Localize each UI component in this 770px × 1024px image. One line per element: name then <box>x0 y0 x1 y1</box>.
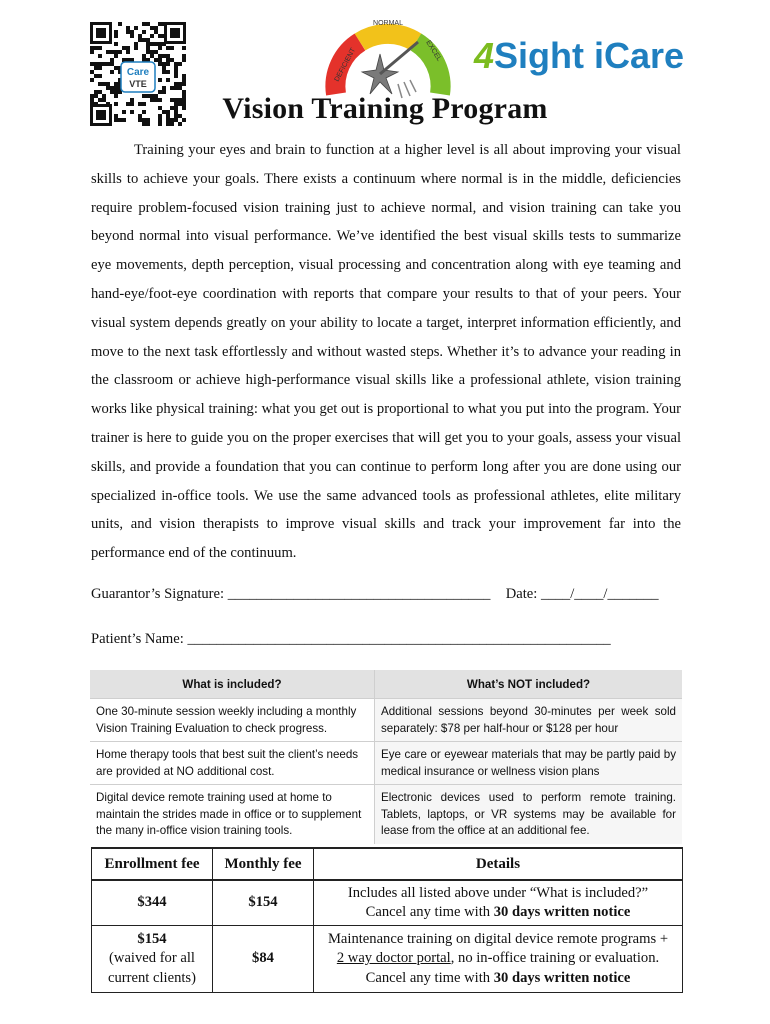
included-cell: Digital device remote training used at home to maintain the strides made in office or to supplement the many in-office vision training tools. <box>90 785 375 844</box>
intro-paragraph: Training your eyes and brain to function at a higher level is all about improving your visual skills to achieve your goals. There exists a continuum where normal is in the middle, deficiencies require problem-focused vision training just to achieve normal, and vision training can take you beyond normal into visual performance. We’ve identified the best visual skills tests to summarize eye movements, depth perception, visual processing and concentration along with eye teaming and hand-eye/foot-eye coordination with reports that compare your results to that of your peers. Your visual system depends greatly on your ability to locate a target, interpret information efficiently, and move to the next task effortlessly and without wasted steps. Whether it’s to advance your reading in the classroom or achieve high-performance visual skills like a professional athlete, vision training works like physical training: what you get out is proportional to what you put into the program. Your trainer is here to guide you on the proper exercises that will get you to your goals, assess your visual skills, and provide a foundation that you can continue to perform long after you are done using our specialized in-office tools. We use the same advanced tools as professional athletes, elite military units, and vision therapists to improve visual skills and track your improvement far into the performance end of the continuum. <box>91 142 681 562</box>
table-row <box>90 742 682 785</box>
doctor-portal-link[interactable]: 2 way doctor portal <box>336 950 451 967</box>
not-included-cell: Electronic devices used to perform remote training. Tablets, laptops, or VR systems may be available for lease from the office at an additional fee. <box>375 785 683 844</box>
table-row <box>92 926 683 993</box>
gauge-label-excel: EXCEL <box>424 39 443 63</box>
fees-table <box>91 847 683 993</box>
date-label: Date: <box>505 586 538 602</box>
enrollment-fee-note: current clients) <box>108 969 196 986</box>
details-text: Cancel any time with <box>365 969 494 986</box>
included-table <box>90 670 682 844</box>
enrollment-fee-value: $344 <box>92 880 213 926</box>
details-line <box>318 969 678 989</box>
logo-i: i <box>594 35 605 76</box>
details-text: , no in-office training or evaluation. <box>450 950 660 967</box>
monthly-fee-value: $154 <box>213 880 314 926</box>
details-header: Details <box>314 848 683 880</box>
included-header: What is included? <box>90 670 375 699</box>
details-text: Cancel any time with <box>365 904 494 920</box>
details-cell <box>314 926 683 993</box>
enrollment-fee-cell <box>92 926 213 993</box>
qr-badge-bottom: VTE <box>129 79 147 89</box>
enrollment-fee-note: (waived for all <box>109 950 195 967</box>
patient-name-line[interactable] <box>91 631 691 648</box>
not-included-cell: Eye care or eyewear materials that may be partly paid by medical insurance or wellness vision plans <box>375 742 683 785</box>
qr-badge-top: Care <box>126 67 150 78</box>
notice-terms: 30 days written notice <box>493 904 631 920</box>
details-cell <box>314 880 683 926</box>
details-line: Includes all listed above under “What is included?” <box>347 884 649 901</box>
details-line: Maintenance training on digital device remote programs + <box>327 930 669 947</box>
logo-four: 4 <box>474 35 495 76</box>
table-row <box>90 785 682 844</box>
logo-sight: Sight <box>494 35 595 76</box>
monthly-fee-value: $84 <box>213 926 314 993</box>
not-included-cell: Additional sessions beyond 30-minutes per week sold separately: $78 per half-hour or $128 per hour <box>375 699 683 742</box>
enrollment-fee-header: Enrollment fee <box>92 848 213 880</box>
details-line <box>318 949 678 969</box>
date-blank[interactable]: ____/____/_______ <box>541 586 659 602</box>
brand-logo <box>474 28 694 84</box>
guarantor-label: Guarantor’s Signature: <box>91 586 225 602</box>
page-title: Vision Training Program <box>222 92 548 125</box>
table-row <box>92 880 683 926</box>
details-line <box>318 903 678 923</box>
notice-terms: 30 days written notice <box>493 969 631 986</box>
enrollment-fee-value: $154 <box>137 930 167 947</box>
gauge-label-normal: NORMAL <box>373 20 403 27</box>
included-cell: Home therapy tools that best suit the client’s needs are provided at NO additional cost. <box>90 742 375 785</box>
table-row <box>90 699 682 742</box>
gauge-label-deficient: DEFICIENT <box>333 47 358 83</box>
guarantor-signature-line[interactable] <box>91 586 691 603</box>
guarantor-blank[interactable]: ____________________________________ <box>227 586 491 602</box>
patient-blank[interactable]: __________________________________________________________ <box>187 631 611 647</box>
not-included-header: What’s NOT included? <box>375 670 683 699</box>
monthly-fee-header: Monthly fee <box>213 848 314 880</box>
patient-label: Patient’s Name: <box>91 631 184 647</box>
logo-care: Care <box>604 35 685 76</box>
included-cell: One 30-minute session weekly including a monthly Vision Training Evaluation to check progress. <box>90 699 375 742</box>
